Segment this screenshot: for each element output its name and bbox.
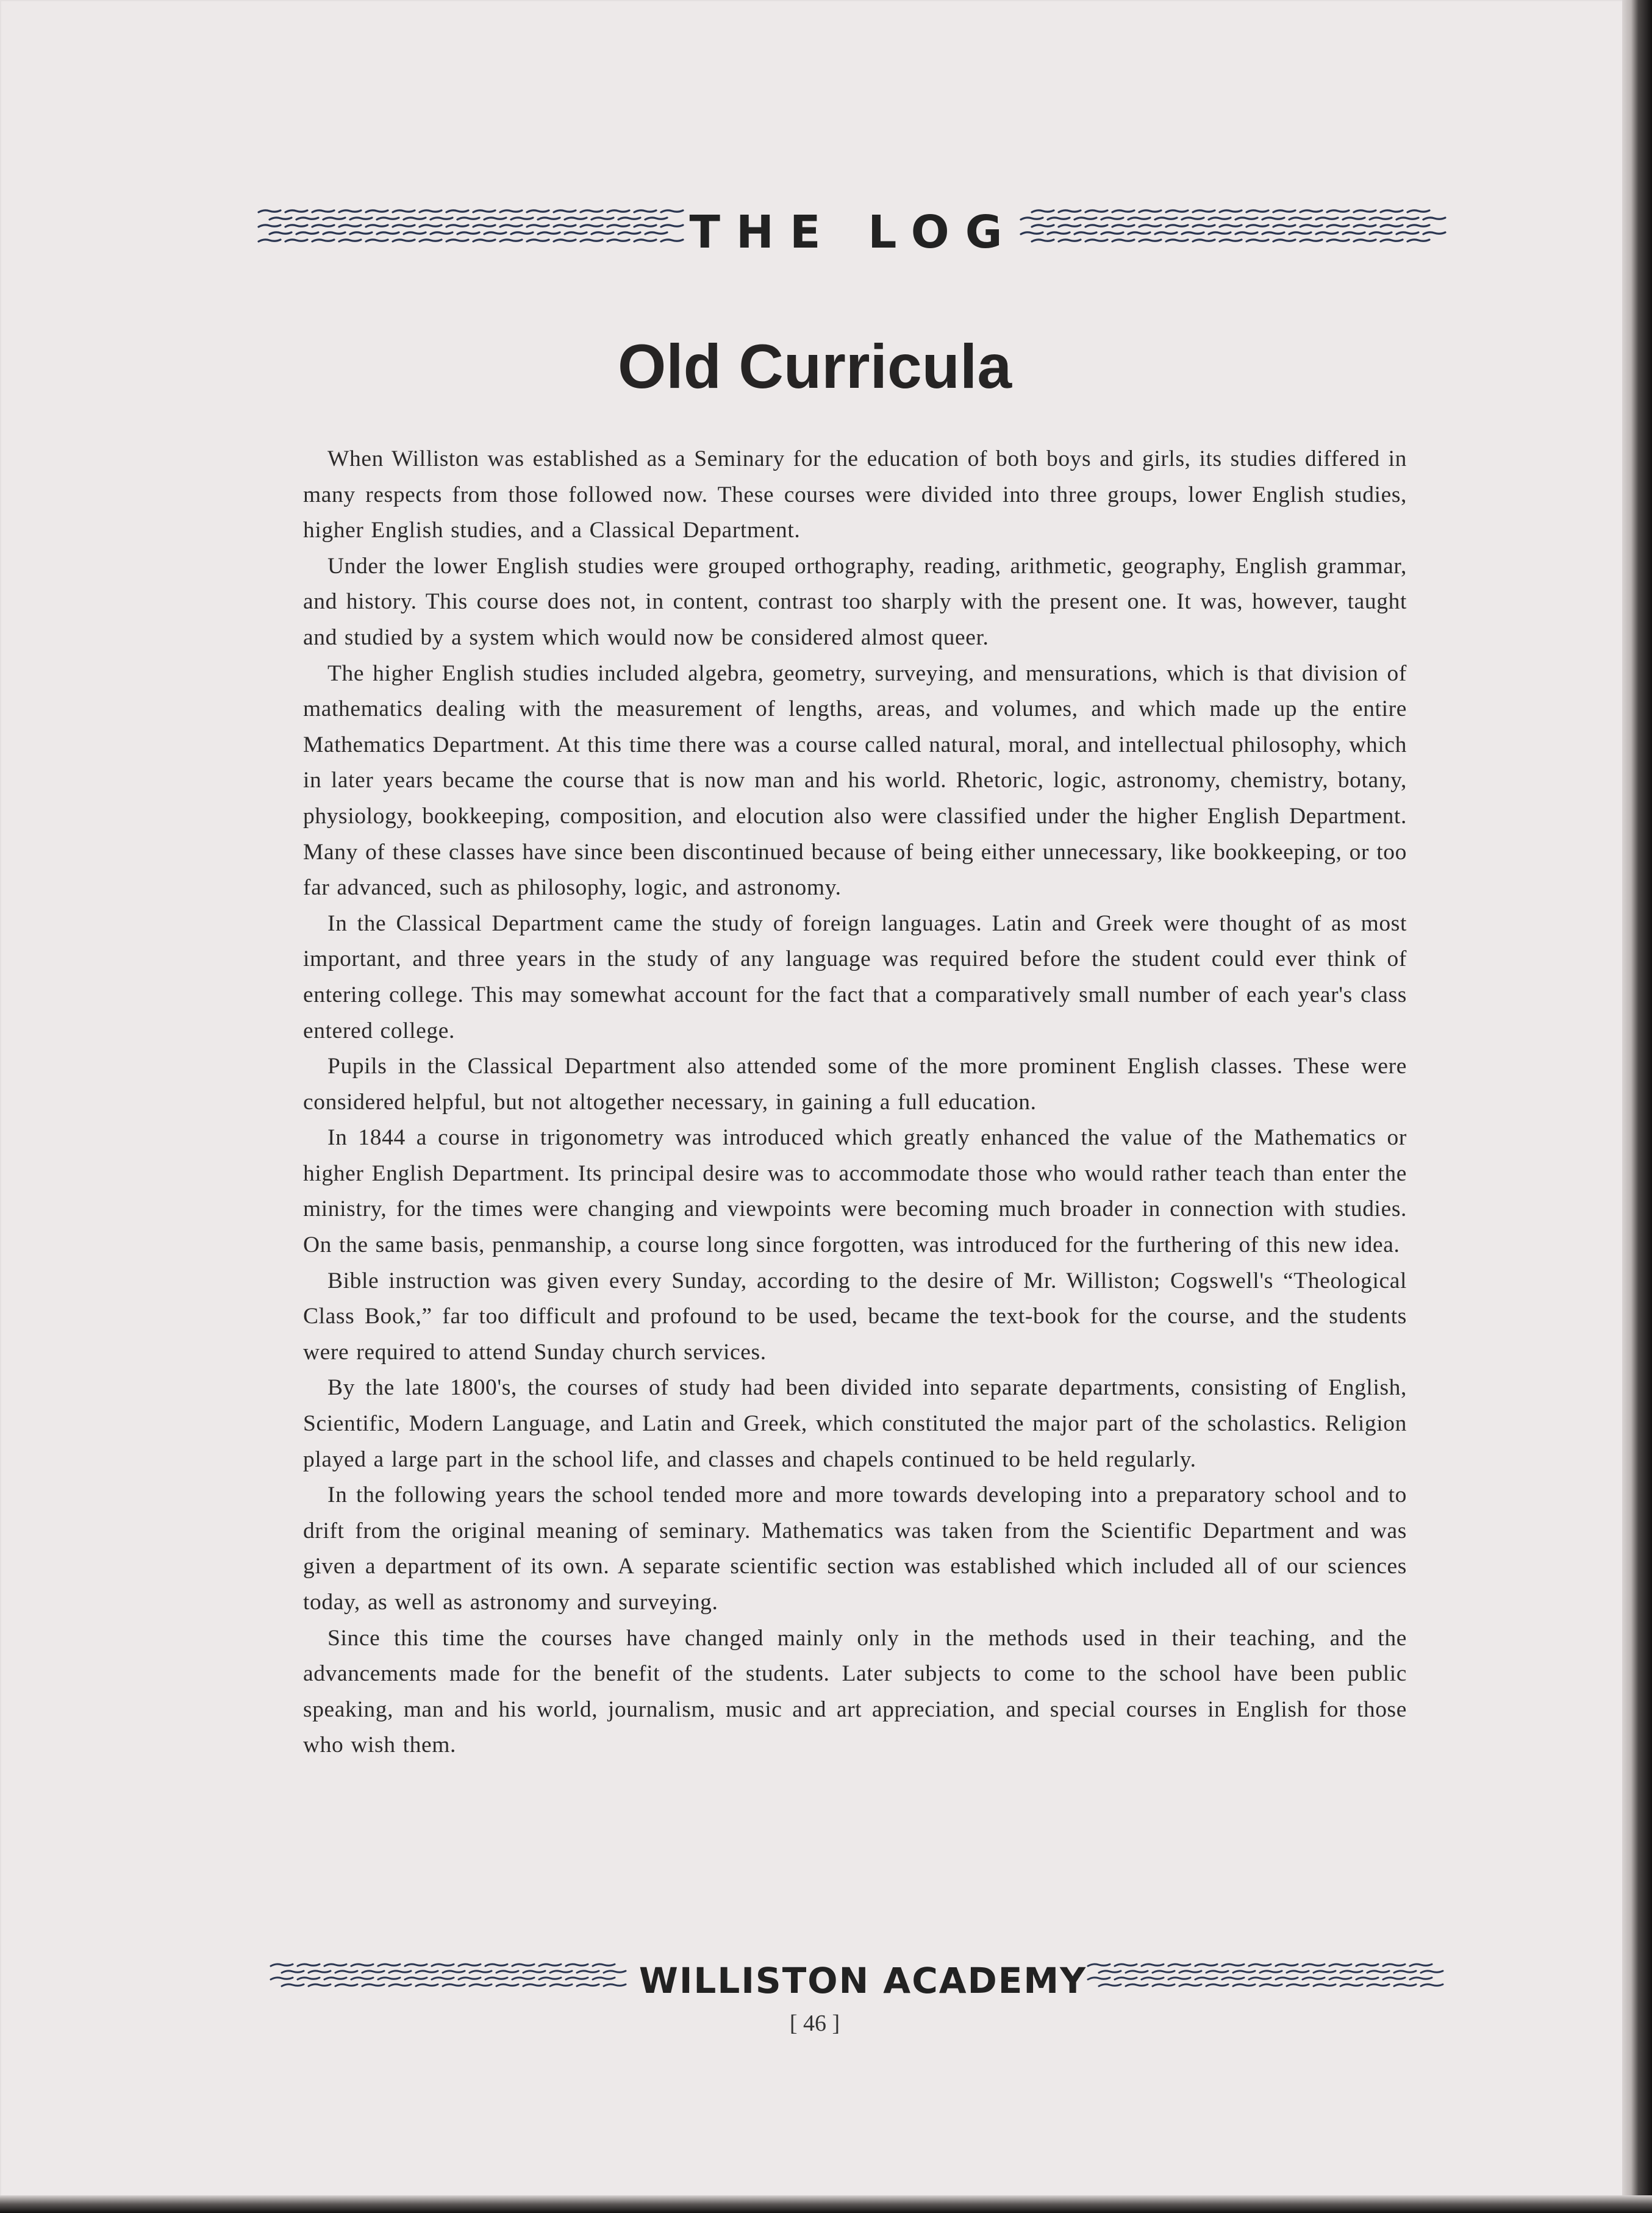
paragraph: When Williston was established as a Seminary for the education of both boys and girls, its studies differed in many respects from those followed now. These courses were divided into three groups, lower English studies, higher English studies, and a Classical Department. [303, 446, 1407, 543]
page-header [256, 201, 1451, 259]
article-body [303, 442, 1407, 1764]
paragraph: The higher English studies included algebra, geometry, surveying, and mensurations, which is that division of mathematics dealing with the measurement of lengths, areas, and volumes, and which made up the entire Mathematics Department. At this time there was a course called natural, moral, and intellectual philosophy, which in later years became the course that is now man and his world. Rhetoric, logic, astronomy, chemistry, botany, physiology, bookkeeping, composition, and elocution also were classified under the higher English Department. Many of these classes have since been discontinued because of being either unnecessary, like bookkeeping, or too far advanced, such as philosophy, logic, and astronomy. [303, 660, 1407, 901]
paragraph: Bible instruction was given every Sunday, according to the desire of Mr. Williston; Cogswell's “Theological Class Book,” far too difficult and profound to be used, became the text-book for the course, and the students were required to attend Sunday church services. [303, 1268, 1407, 1365]
scan-edge-bottom [0, 2195, 1652, 2213]
header-rule-right [1018, 201, 1451, 253]
paragraph: In the following years the school tended more and more towards developing into a preparatory school and to drift from the original meaning of seminary. Mathematics was taken from the Scientific Department and was given a department of its own. A separate scientific section was established which included all of our sciences today, as well as astronomy and surveying. [303, 1482, 1407, 1615]
paragraph: Pupils in the Classical Department also attended some of the more prominent English classes. These were considered helpful, but not altogether necessary, in gaining a full education. [303, 1054, 1407, 1115]
paragraph: By the late 1800's, the courses of study had been divided into separate departments, consisting of English, Scientific, Modern Language, and Latin and Greek, which constituted the major part of the scholastics. Religion played a large part in the school life, and classes and chapels continued to be held regularly. [303, 1375, 1407, 1472]
article-title: Old Curricula [617, 332, 1012, 401]
scan-edge-right [1622, 0, 1652, 2213]
paragraph: In 1844 a course in trigonometry was introduced which greatly enhanced the value of the Mathematics or higher English Department. Its principal desire was to accommodate those who would rather teach than enter the ministry, for the times were changing and viewpoints were becoming much broader in connection with studies. On the same basis, penmanship, a course long since forgotten, was introduced for the furthering of this new idea. [303, 1125, 1407, 1258]
footer-rule-right [1085, 1951, 1457, 2000]
page-number: [ 46 ] [789, 2011, 840, 2036]
page-footer [268, 1951, 1457, 2000]
paragraph: Under the lower English studies were grouped orthography, reading, arithmetic, geography, English grammar, and history. This course does not, in content, contrast too sharply with the present one. It was, however, taught and studied by a system which would now be considered almost queer. [303, 553, 1407, 650]
running-header-title: THE LOG [689, 206, 1018, 259]
paragraph: Since this time the courses have changed mainly only in the methods used in their teaching, and the advancements made for the benefit of the students. Later subjects to come to the school have been public speaking, man and his world, journalism, music and art appreciation, and special courses in English for those who wish them. [303, 1625, 1407, 1758]
paragraph: In the Classical Department came the study of foreign languages. Latin and Greek were thought of as most important, and three years in the study of any language was required before the student could ever think of entering college. This may somewhat account for the fact that a comparatively small number of each year's class entered college. [303, 910, 1407, 1043]
footer-title: WILLISTON ACADEMY [638, 1960, 1087, 2001]
